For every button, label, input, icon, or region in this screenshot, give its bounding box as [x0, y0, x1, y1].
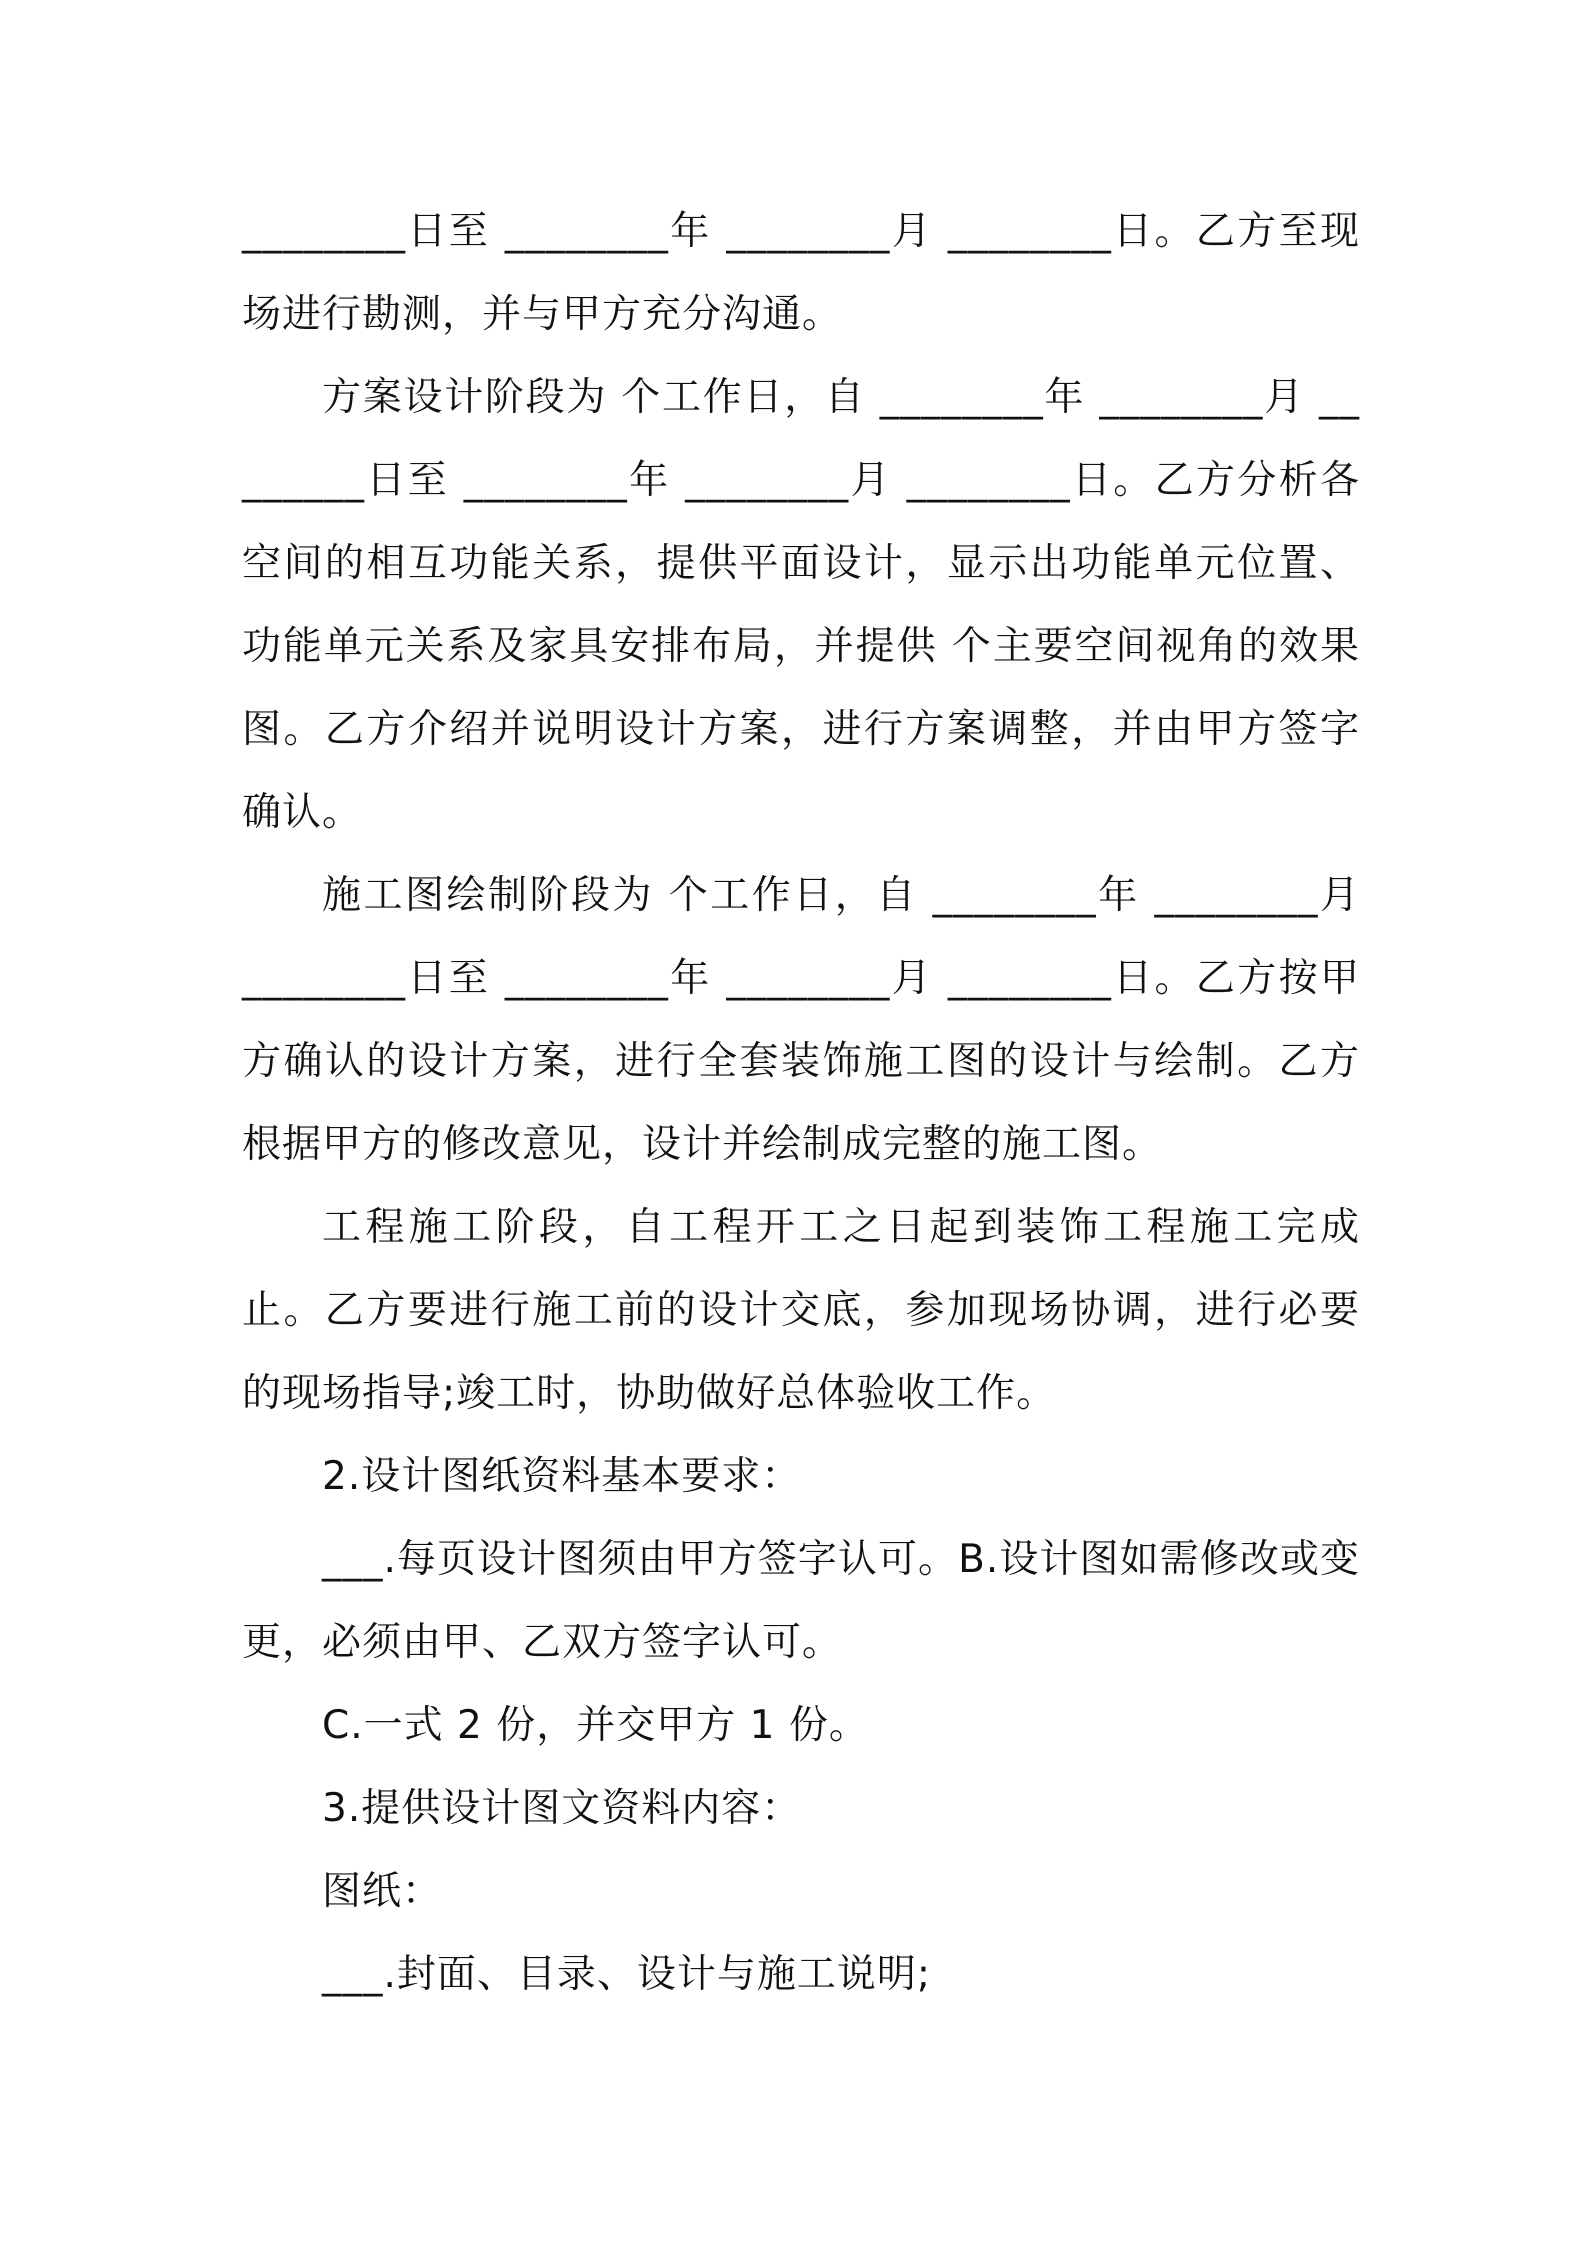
paragraph-scheme-design-phase: 方案设计阶段为 个工作日，自 ________年 ________月 ________日至 ________年 ________月 ________日。乙方分析各空间的相互功能关系，提供平面设计，显示出功能单元位置、功能单元关系及家具安排布局，并提供 个主要空间视角的效果图。乙方介绍并说明设计方案，进行方案调整，并由甲方签字确认。 — [242, 375, 1360, 835]
list-item-cover-contents: ___.封面、目录、设计与施工说明; — [322, 1952, 932, 1997]
paragraph-signature-requirement: ___.每页设计图须由甲方签字认可。B.设计图如需修改或变更，必须由甲、乙双方签字认可。 — [242, 1537, 1360, 1665]
subheading-drawings: 图纸： — [322, 1869, 443, 1914]
paragraph-construction-phase: 工程施工阶段，自工程开工之日起到装饰工程施工完成止。乙方要进行施工前的设计交底，参加现场协调，进行必要的现场指导;竣工时，协助做好总体验收工作。 — [242, 1205, 1360, 1416]
paragraph-construction-drawing-phase: 施工图绘制阶段为 个工作日，自 ________年 ________月 ________日至 ________年 ________月 ________日。乙方按甲方确认的设计方案，进行全套装饰施工图的设计与绘制。乙方根据甲方的修改意见，设计并绘制成完整的施工图。 — [242, 873, 1360, 1167]
paragraph-copies: C.一式 2 份，并交甲方 1 份。 — [322, 1703, 869, 1748]
section-heading-deliverables: 3.提供设计图文资料内容： — [322, 1786, 802, 1831]
document-body — [242, 190, 1360, 2016]
section-heading-drawing-requirements: 2.设计图纸资料基本要求： — [322, 1454, 802, 1499]
paragraph-survey-dates: ________日至 ________年 ________月 ________日。乙方至现场进行勘测，并与甲方充分沟通。 — [242, 209, 1360, 337]
